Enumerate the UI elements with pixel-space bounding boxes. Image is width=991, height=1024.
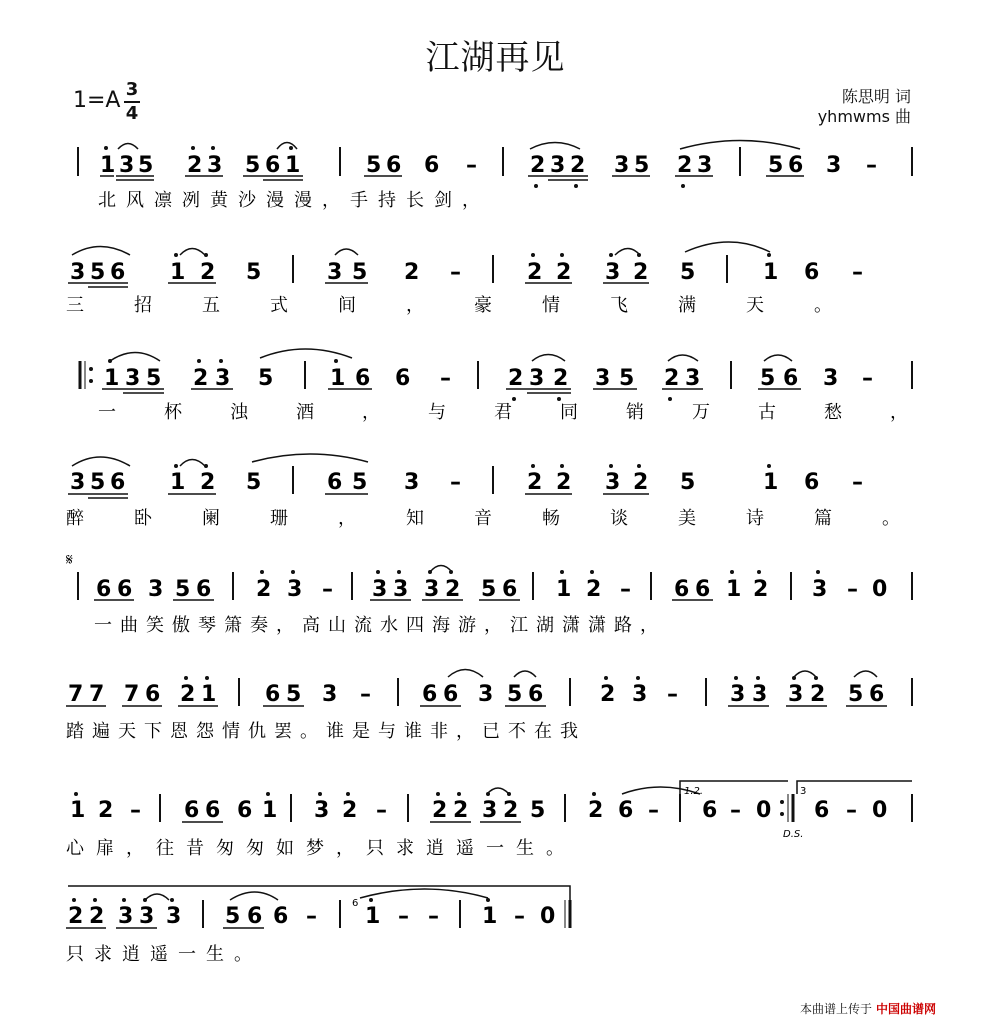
row-7-music: [70, 781, 912, 840]
svg-text:6: 6: [265, 682, 281, 707]
svg-text:6: 6: [386, 153, 402, 178]
svg-text:3: 3: [697, 153, 713, 178]
svg-text:5: 5: [848, 682, 864, 707]
key-signature: 1=A: [73, 88, 121, 113]
svg-text:2: 2: [530, 153, 546, 178]
svg-text:2: 2: [633, 260, 649, 285]
svg-text:2: 2: [503, 798, 519, 823]
svg-text:–: –: [620, 577, 631, 602]
svg-text:–: –: [322, 577, 333, 602]
svg-text:3: 3: [393, 577, 409, 602]
svg-text:6: 6: [814, 798, 830, 823]
svg-text:3: 3: [605, 470, 621, 495]
svg-text:6: 6: [618, 798, 634, 823]
svg-text:3: 3: [139, 904, 155, 929]
svg-text:2: 2: [256, 577, 272, 602]
svg-text:6: 6: [422, 682, 438, 707]
volta-2-label: 3: [800, 786, 807, 797]
svg-text:1: 1: [763, 260, 779, 285]
svg-text:3: 3: [788, 682, 804, 707]
svg-text:–: –: [730, 798, 741, 823]
svg-text:2: 2: [527, 470, 543, 495]
svg-text:1: 1: [482, 904, 498, 929]
svg-text:6: 6: [424, 153, 440, 178]
svg-text:6: 6: [355, 366, 371, 391]
svg-text:3: 3: [70, 260, 86, 285]
svg-text:3: 3: [215, 366, 231, 391]
svg-text:3: 3: [730, 682, 746, 707]
svg-text:3: 3: [424, 577, 440, 602]
row-1-lyrics: 北风凛冽黄沙漫漫，手持长剑，: [98, 190, 490, 211]
svg-text:2: 2: [588, 798, 604, 823]
svg-text:–: –: [360, 682, 371, 707]
svg-text:–: –: [450, 470, 461, 495]
svg-text:1: 1: [104, 366, 120, 391]
svg-text:6: 6: [869, 682, 885, 707]
svg-text:–: –: [440, 366, 451, 391]
svg-text:3: 3: [614, 153, 630, 178]
svg-text:3: 3: [287, 577, 303, 602]
svg-text:0: 0: [872, 798, 888, 823]
time-signature-bottom: 4: [125, 103, 139, 124]
svg-text:5: 5: [619, 366, 635, 391]
row-3-music: [80, 349, 912, 401]
svg-text:–: –: [376, 798, 387, 823]
svg-text:5: 5: [225, 904, 241, 929]
svg-text:6: 6: [783, 366, 799, 391]
svg-text:–: –: [514, 904, 525, 929]
svg-text:6: 6: [196, 577, 212, 602]
svg-text:5: 5: [258, 366, 274, 391]
footer-upload-text: 本曲谱上传于: [800, 1002, 873, 1016]
svg-text:5: 5: [634, 153, 650, 178]
svg-text:–: –: [428, 904, 439, 929]
svg-text:5: 5: [530, 798, 546, 823]
svg-text:–: –: [862, 366, 873, 391]
svg-text:2: 2: [677, 153, 693, 178]
svg-text:1: 1: [201, 682, 217, 707]
segno-sign: 𝄋: [66, 550, 73, 569]
svg-text:5: 5: [146, 366, 162, 391]
svg-text:6: 6: [443, 682, 459, 707]
svg-text:2: 2: [586, 577, 602, 602]
svg-text:1: 1: [330, 366, 346, 391]
svg-text:3: 3: [823, 366, 839, 391]
row-5-music: [66, 550, 912, 602]
svg-text:–: –: [648, 798, 659, 823]
svg-text:1: 1: [556, 577, 572, 602]
svg-text:6: 6: [804, 470, 820, 495]
score-title: 江湖再见: [425, 38, 566, 78]
svg-text:3: 3: [632, 682, 648, 707]
svg-text:2: 2: [527, 260, 543, 285]
time-signature-top: 3: [125, 79, 139, 100]
svg-text:3: 3: [482, 798, 498, 823]
row-6-lyrics: 踏遍天下恩怨情仇罢。谁是与谁非，已不在我: [66, 721, 586, 742]
svg-text:5: 5: [768, 153, 784, 178]
row-8-lyrics: 只求逍遥一生。: [66, 944, 262, 965]
svg-text:5: 5: [680, 260, 696, 285]
svg-text:6: 6: [502, 577, 518, 602]
svg-text:–: –: [398, 904, 409, 929]
svg-text:2: 2: [664, 366, 680, 391]
svg-text:5: 5: [90, 470, 106, 495]
svg-text:5: 5: [286, 682, 302, 707]
svg-text:1: 1: [365, 904, 381, 929]
svg-text:2: 2: [753, 577, 769, 602]
svg-text:3: 3: [125, 366, 141, 391]
row-7-lyrics: 心扉，往昔匆匆如梦，只求逍遥一生。: [66, 838, 576, 859]
svg-text:–: –: [847, 577, 858, 602]
svg-text:–: –: [450, 260, 461, 285]
svg-text:5: 5: [138, 153, 154, 178]
svg-text:1: 1: [285, 153, 301, 178]
svg-text:6: 6: [205, 798, 221, 823]
svg-text:5: 5: [90, 260, 106, 285]
svg-text:5: 5: [507, 682, 523, 707]
svg-text:6: 6: [145, 682, 161, 707]
svg-text:6: 6: [528, 682, 544, 707]
svg-text:2: 2: [68, 904, 84, 929]
svg-text:6: 6: [247, 904, 263, 929]
svg-text:6: 6: [273, 904, 289, 929]
svg-text:2: 2: [432, 798, 448, 823]
svg-text:3: 3: [826, 153, 842, 178]
svg-text:3: 3: [605, 260, 621, 285]
svg-text:6: 6: [184, 798, 200, 823]
svg-text:5: 5: [245, 153, 261, 178]
svg-text:–: –: [866, 153, 877, 178]
svg-text:6: 6: [788, 153, 804, 178]
svg-text:3: 3: [595, 366, 611, 391]
row-1-music: [78, 141, 912, 189]
svg-text:2: 2: [508, 366, 524, 391]
svg-text:5: 5: [481, 577, 497, 602]
svg-text:3: 3: [685, 366, 701, 391]
svg-text:3: 3: [322, 682, 338, 707]
svg-text:–: –: [306, 904, 317, 929]
svg-text:0: 0: [756, 798, 772, 823]
ds-mark: D.S.: [783, 829, 804, 840]
svg-text:6: 6: [96, 577, 112, 602]
svg-text:3: 3: [166, 904, 182, 929]
row-3-lyrics: 一杯浊酒，与君同销万古愁，: [98, 402, 956, 423]
svg-text:7: 7: [124, 682, 140, 707]
svg-text:5: 5: [175, 577, 191, 602]
svg-text:0: 0: [872, 577, 888, 602]
svg-text:–: –: [852, 260, 863, 285]
svg-text:6: 6: [804, 260, 820, 285]
svg-text:5: 5: [366, 153, 382, 178]
svg-text:3: 3: [404, 470, 420, 495]
footer-watermark: [800, 1000, 936, 1017]
svg-text:3: 3: [70, 470, 86, 495]
svg-text:3: 3: [372, 577, 388, 602]
svg-text:6: 6: [265, 153, 281, 178]
svg-text:3: 3: [314, 798, 330, 823]
svg-text:3: 3: [207, 153, 223, 178]
svg-text:2: 2: [570, 153, 586, 178]
grace-note: 6: [352, 898, 359, 909]
row-4-music: [68, 454, 863, 498]
svg-text:1: 1: [100, 153, 116, 178]
svg-text:2: 2: [200, 260, 216, 285]
svg-text:0: 0: [540, 904, 556, 929]
svg-text:6: 6: [117, 577, 133, 602]
svg-text:3: 3: [478, 682, 494, 707]
svg-text:5: 5: [760, 366, 776, 391]
row-2-lyrics: 三招五式间，豪情飞满天。: [66, 295, 882, 316]
svg-text:3: 3: [327, 260, 343, 285]
svg-text:1: 1: [262, 798, 278, 823]
svg-text:3: 3: [118, 904, 134, 929]
svg-text:6: 6: [702, 798, 718, 823]
svg-text:–: –: [466, 153, 477, 178]
svg-text:2: 2: [553, 366, 569, 391]
svg-text:6: 6: [110, 260, 126, 285]
row-6-music: [66, 670, 912, 708]
svg-text:7: 7: [68, 682, 84, 707]
svg-text:3: 3: [752, 682, 768, 707]
svg-text:6: 6: [327, 470, 343, 495]
row-2-music: [68, 242, 863, 287]
row-4-lyrics: 醉卧阑珊，知音畅谈美诗篇。: [66, 508, 950, 529]
svg-text:3: 3: [119, 153, 135, 178]
svg-text:–: –: [846, 798, 857, 823]
svg-text:2: 2: [193, 366, 209, 391]
svg-text:2: 2: [89, 904, 105, 929]
svg-text:3: 3: [148, 577, 164, 602]
svg-text:7: 7: [89, 682, 105, 707]
svg-text:1: 1: [726, 577, 742, 602]
svg-text:5: 5: [680, 470, 696, 495]
svg-text:5: 5: [352, 260, 368, 285]
svg-text:1: 1: [70, 798, 86, 823]
svg-text:2: 2: [810, 682, 826, 707]
svg-text:6: 6: [110, 470, 126, 495]
svg-text:–: –: [852, 470, 863, 495]
svg-text:5: 5: [246, 260, 262, 285]
lyricist-credit: 陈思明 词: [841, 87, 911, 106]
svg-text:5: 5: [246, 470, 262, 495]
svg-text:2: 2: [404, 260, 420, 285]
svg-text:6: 6: [695, 577, 711, 602]
svg-text:1: 1: [170, 260, 186, 285]
svg-text:2: 2: [600, 682, 616, 707]
svg-text:2: 2: [200, 470, 216, 495]
svg-text:2: 2: [556, 260, 572, 285]
svg-text:1: 1: [763, 470, 779, 495]
svg-text:–: –: [667, 682, 678, 707]
svg-text:6: 6: [674, 577, 690, 602]
svg-text:2: 2: [342, 798, 358, 823]
row-8-music: [66, 886, 570, 929]
composer-credit: yhmwms 曲: [817, 107, 911, 126]
svg-text:3: 3: [529, 366, 545, 391]
svg-text:–: –: [130, 798, 141, 823]
svg-text:2: 2: [180, 682, 196, 707]
svg-text:6: 6: [237, 798, 253, 823]
svg-text:3: 3: [812, 577, 828, 602]
svg-text:3: 3: [550, 153, 566, 178]
svg-text:1: 1: [170, 470, 186, 495]
svg-text:2: 2: [98, 798, 114, 823]
row-5-lyrics: 一曲笑傲琴箫奏，高山流水四海游，江湖潇潇路，: [94, 615, 666, 636]
svg-text:2: 2: [556, 470, 572, 495]
svg-text:2: 2: [187, 153, 203, 178]
svg-text:2: 2: [633, 470, 649, 495]
svg-text:2: 2: [445, 577, 461, 602]
volta-1-label: 1.2.: [684, 786, 704, 797]
svg-text:6: 6: [395, 366, 411, 391]
svg-text:5: 5: [352, 470, 368, 495]
svg-text:2: 2: [453, 798, 469, 823]
site-logo: 中国曲谱网: [876, 1002, 937, 1016]
